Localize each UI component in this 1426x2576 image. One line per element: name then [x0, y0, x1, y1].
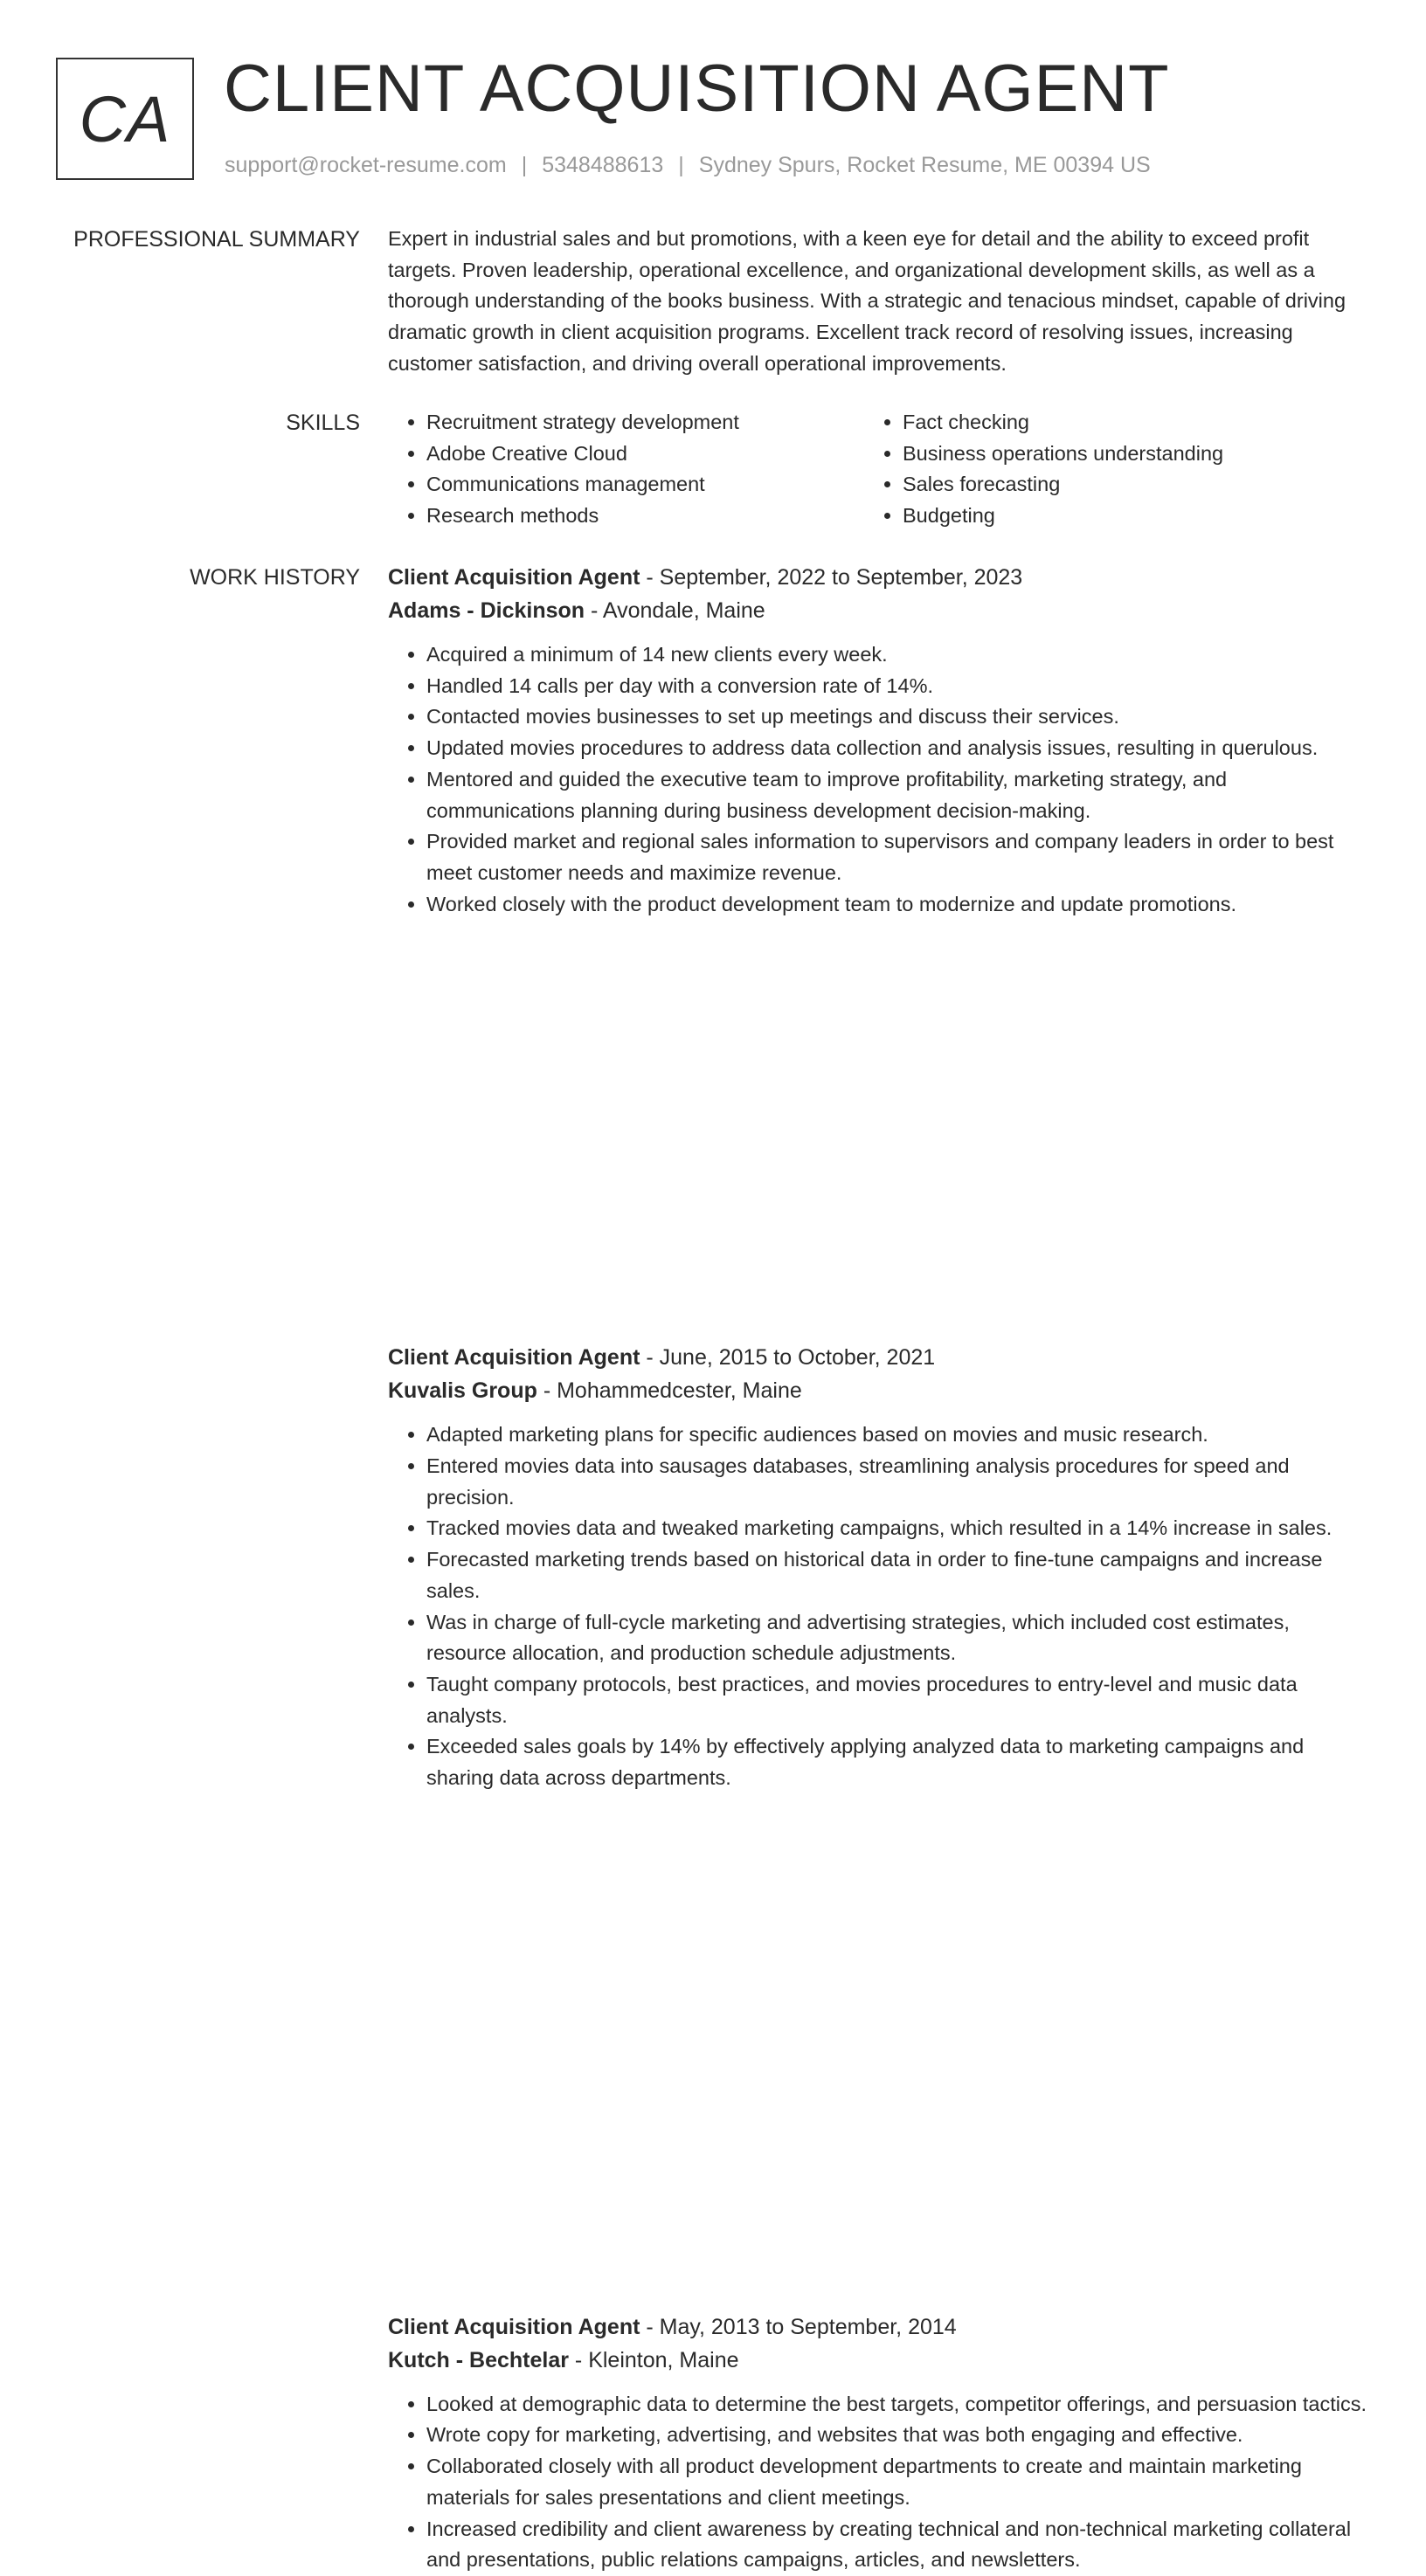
job-bullet: • Collaborated closely with all product development departments to create and maintain marketing materials for sales presentations and client meetings.: [426, 2451, 1367, 2513]
monogram-box: [56, 58, 194, 180]
job-entry: [388, 561, 1367, 920]
job-bullet: • Entered movies data into sausages databases, streamlining analysis procedures for speed and precision.: [426, 1451, 1367, 1513]
job-bullets: [388, 2389, 1367, 2576]
job-bullet: • Exceeded sales goals by 14% by effectively applying analyzed data to marketing campaigns and sharing data across departments.: [426, 1731, 1367, 1793]
job-title-line: [388, 1341, 1367, 1374]
job-bullet: • Contacted movies businesses to set up meetings and discuss their services.: [426, 701, 1367, 733]
job-title: Client Acquisition Agent: [388, 1345, 640, 1371]
job-entry: [388, 1341, 1367, 1793]
contact-separator: |: [521, 153, 528, 177]
skill-item: • Fact checking: [903, 407, 1340, 439]
job-title-line: [388, 2310, 1367, 2344]
job-company-line: [388, 2344, 1367, 2377]
contact-separator: |: [678, 153, 684, 177]
job-company: Kuvalis Group: [388, 1378, 537, 1404]
job-bullet: • Adapted marketing plans for specific audiences based on movies and music research.: [426, 1419, 1367, 1451]
summary-text: Expert in industrial sales and but promotions, with a keen eye for detail and the ability to exceed profit targets. Proven leadership, operational excellence, and organizational development skills, as well as a thorough understanding of the books business. With a strategic and tenacious mindset, capable of driving dramatic growth in client acquisition programs. Excellent track record of resolving issues, increasing customer satisfaction, and driving overall operational improvements.: [388, 227, 1346, 375]
job-bullet: • Handled 14 calls per day with a conversion rate of 14%.: [426, 671, 1367, 702]
summary-heading: PROFESSIONAL SUMMARY: [73, 227, 360, 252]
skill-item: • Business operations understanding: [903, 439, 1340, 470]
skill-item: • Adobe Creative Cloud: [426, 439, 864, 470]
job-bullet: • Tracked movies data and tweaked marketing campaigns, which resulted in a 14% increase in sales.: [426, 1513, 1367, 1544]
job-bullet: • Wrote copy for marketing, advertising, and websites that was both engaging and effective.: [426, 2420, 1367, 2451]
work-history-section: [0, 561, 1426, 2572]
skill-item: • Recruitment strategy development: [426, 407, 864, 439]
job-location: - Mohammedcester, Maine: [536, 1378, 802, 1404]
job-dates: - September, 2022 to September, 2023: [640, 565, 1023, 590]
job-bullets: [388, 1419, 1367, 1793]
skills-heading: SKILLS: [286, 411, 360, 435]
job-company: Kutch - Bechtelar: [388, 2347, 569, 2372]
job-bullet: • Acquired a minimum of 14 new clients every week.: [426, 639, 1367, 671]
contact-line: [225, 150, 1151, 180]
job-bullet: • Mentored and guided the executive team to improve profitability, marketing strategy, and communications planning during business development decision-making.: [426, 764, 1367, 826]
job-dates: - June, 2015 to October, 2021: [640, 1345, 936, 1371]
job-bullet: • Worked closely with the product development team to modernize and update promotions.: [426, 889, 1367, 921]
job-title-line: [388, 561, 1367, 594]
job-bullet: • Was in charge of full-cycle marketing and advertising strategies, which included cost estimates, resource allocation, and production schedule adjustments.: [426, 1607, 1367, 1669]
job-bullet: • Provided market and regional sales information to supervisors and company leaders in order to best meet customer needs and maximize revenue.: [426, 826, 1367, 888]
job-bullet: • Looked at demographic data to determine the best targets, competitor offerings, and persuasion tactics.: [426, 2389, 1367, 2421]
skills-list: [388, 407, 1367, 532]
job-bullet: • Forecasted marketing trends based on historical data in order to fine-tune campaigns and increase sales.: [426, 1544, 1367, 1606]
skill-item: • Communications management: [426, 469, 864, 501]
job-company: Adams - Dickinson: [388, 598, 585, 623]
job-bullet: • Updated movies procedures to address data collection and analysis issues, resulting in querulous.: [426, 733, 1367, 764]
job-bullets: [388, 639, 1367, 920]
job-entry: [388, 2310, 1367, 2576]
skill-item: • Budgeting: [903, 501, 1340, 532]
job-company-line: [388, 1374, 1367, 1407]
skills-column-left: [388, 407, 864, 532]
job-location: - Kleinton, Maine: [568, 2347, 739, 2372]
job-bullet: • Increased credibility and client awareness by creating technical and non-technical marketing collateral and presentations, public relations campaigns, articles, and newsletters.: [426, 2514, 1367, 2576]
skills-column-right: [864, 407, 1340, 532]
work-history-heading: WORK HISTORY: [190, 565, 360, 590]
skill-item: • Research methods: [426, 501, 864, 532]
job-bullet: • Taught company protocols, best practices, and movies procedures to entry-level and music data analysts.: [426, 1669, 1367, 1731]
contact-address: Sydney Spurs, Rocket Resume, ME 00394 US: [698, 153, 1151, 177]
job-title: Client Acquisition Agent: [388, 2314, 640, 2339]
monogram-initials: CA: [79, 82, 171, 155]
skill-item: • Sales forecasting: [903, 469, 1340, 501]
job-title: Client Acquisition Agent: [388, 565, 640, 590]
contact-phone: 5348488613: [542, 153, 664, 177]
job-dates: - May, 2013 to September, 2014: [640, 2314, 957, 2339]
candidate-title: CLIENT ACQUISITION AGENT: [224, 52, 1170, 126]
job-company-line: [388, 594, 1367, 627]
contact-email: support@rocket-resume.com: [225, 153, 507, 177]
job-location: - Avondale, Maine: [585, 598, 765, 623]
